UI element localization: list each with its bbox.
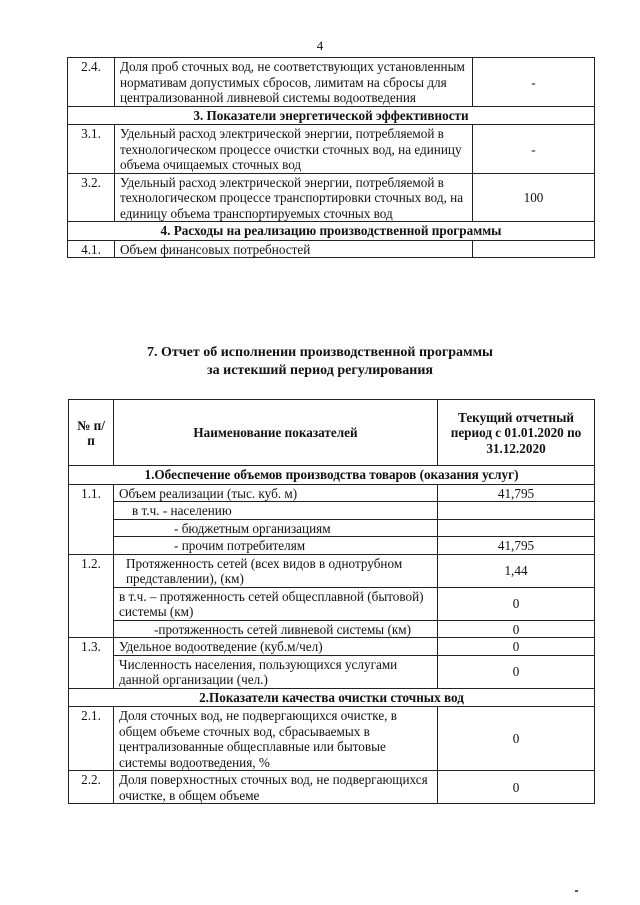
row-number: 3.2.: [68, 173, 115, 222]
table-row: [69, 587, 595, 620]
row-value: 1,44: [438, 554, 595, 587]
section-row: [68, 222, 595, 241]
row-number: 3.1.: [68, 125, 115, 174]
row-number: [69, 620, 114, 638]
row-value: [473, 240, 595, 258]
row-value: 0: [438, 771, 595, 804]
page-number: 4: [316, 38, 324, 53]
row-number: [69, 655, 114, 688]
row-number: [69, 502, 114, 520]
header-number: № п/п: [69, 400, 114, 466]
row-value: -: [473, 58, 595, 107]
section-row: [68, 106, 595, 125]
table-row: [68, 125, 595, 174]
table-row: [68, 58, 595, 107]
table-row: [69, 554, 595, 587]
row-value: 0: [438, 587, 595, 620]
report-title: [0, 344, 640, 380]
row-text: - прочим потребителям: [114, 537, 438, 555]
header-indicator-name: Наименование показателей: [114, 400, 438, 466]
row-number: [69, 587, 114, 620]
row-number: 1.1.: [69, 484, 114, 502]
section-title: 2.Показатели качества очистки сточных вод: [69, 688, 595, 707]
header-reporting-period: Текущий отчетный период с 01.01.2020 по 31.12.2020: [438, 400, 595, 466]
report-title-line2: за истекший период регулирования: [207, 363, 433, 378]
row-value: 41,795: [438, 537, 595, 555]
table-row: [68, 173, 595, 222]
row-text: Объем реализации (тыс. куб. м): [114, 484, 438, 502]
table-row: [69, 537, 595, 555]
row-value: -: [473, 125, 595, 174]
scan-mark: [575, 890, 578, 892]
table-row: [69, 707, 595, 771]
row-number: 2.1.: [69, 707, 114, 771]
table-row: [69, 620, 595, 638]
row-value: 0: [438, 707, 595, 771]
report-title-line1: 7. Отчет об исполнении производственной программы: [146, 345, 493, 360]
row-text: Доля проб сточных вод, не соответствующих установленным нормативам допустимых сбросов, лимитам на сбросы для централизованной ливневой системы водоотведения: [115, 58, 473, 107]
table-row: [69, 655, 595, 688]
row-value: 0: [438, 638, 595, 656]
row-text: -протяженность сетей ливневой системы (км): [114, 620, 438, 638]
row-text: Удельное водоотведение (куб.м/чел): [114, 638, 438, 656]
table-row: [69, 771, 595, 804]
row-text: Протяженность сетей (всех видов в однотрубном представлении), (км): [114, 554, 438, 587]
section-row: [69, 466, 595, 485]
row-text: в т.ч. – протяженность сетей общесплавной (бытовой) системы (км): [114, 587, 438, 620]
row-value: 100: [473, 173, 595, 222]
section-title: 1.Обеспечение объемов производства товаров (оказания услуг): [69, 466, 595, 485]
row-value: 41,795: [438, 484, 595, 502]
row-number: 2.4.: [68, 58, 115, 107]
row-text: Численность населения, пользующихся услугами данной организации (чел.): [114, 655, 438, 688]
row-text: Удельный расход электрической энергии, потребляемой в технологическом процессе очистки сточных вод, на единицу объема очищаемых сточных вод: [115, 125, 473, 174]
row-text: в т.ч. - населению: [114, 502, 438, 520]
row-value: 0: [438, 620, 595, 638]
row-text: Объем финансовых потребностей: [115, 240, 473, 258]
row-number: 4.1.: [68, 240, 115, 258]
table-row: [68, 240, 595, 258]
section-title: 4. Расходы на реализацию производственной программы: [68, 222, 595, 241]
row-number: 2.2.: [69, 771, 114, 804]
table-row: [69, 638, 595, 656]
row-value: [438, 502, 595, 520]
row-text: - бюджетным организациям: [114, 519, 438, 537]
row-text: Удельный расход электрической энергии, потребляемой в технологическом процессе транспортировки сточных вод, на единицу объема транспортируемых сточных вод: [115, 173, 473, 222]
indicators-table-continued: [67, 57, 595, 258]
table-row: [69, 484, 595, 502]
section-row: [69, 688, 595, 707]
row-number: [69, 519, 114, 537]
row-number: 1.3.: [69, 638, 114, 656]
row-value: 0: [438, 655, 595, 688]
table-header-row: [69, 400, 595, 466]
row-value: [438, 519, 595, 537]
row-text: Доля поверхностных сточных вод, не подвергающихся очистке, в общем объеме: [114, 771, 438, 804]
program-execution-report-table: [68, 399, 595, 804]
row-number: [69, 537, 114, 555]
table-row: [69, 502, 595, 520]
section-title: 3. Показатели энергетической эффективности: [68, 106, 595, 125]
row-number: 1.2.: [69, 554, 114, 587]
table-row: [69, 519, 595, 537]
row-text: Доля сточных вод, не подвергающихся очистке, в общем объеме сточных вод, сбрасываемых в централизованные общесплавные или бытовые системы водоотведения, %: [114, 707, 438, 771]
